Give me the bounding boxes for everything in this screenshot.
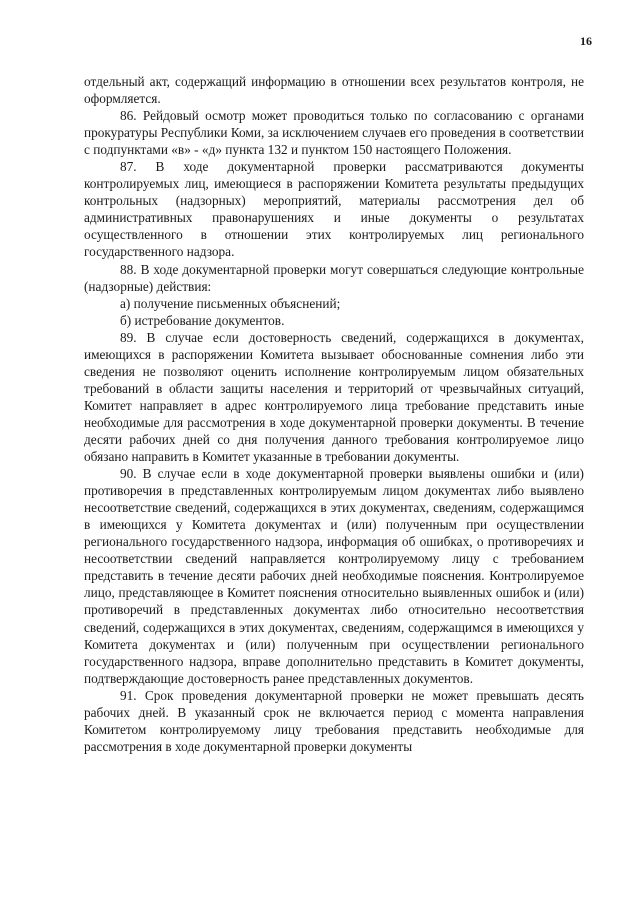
paragraph-item-89: 89. В случае если достоверность сведений, содержащихся в документах, имеющихся в распоряжении Комитета вызывает обоснованные сомнения либо эти сведения не позволяют оценить исполнение контролируемым лицом обязательных требований в области защиты населения и территорий от чрезвычайных ситуаций, Комитет направляет в адрес контролируемого лица требование представить иные необходимые для рассмотрения в ходе документарной проверки документы. В течение десяти рабочих дней со дня получения данного требования контролируемое лицо обязано направить в Комитет указанные в требовании документы.	[84, 329, 584, 465]
paragraph-item-91: 91. Срок проведения документарной проверки не может превышать десять рабочих дней. В указанный срок не включается период с момента направления Комитетом контролируемому лицу требования представить необходимые для рассмотрения в ходе документарной проверки документы	[84, 687, 584, 754]
document-body	[84, 73, 584, 755]
paragraph-item-88-a: а) получение письменных объяснений;	[120, 295, 341, 311]
paragraph-item-90: 90. В случае если в ходе документарной проверки выявлены ошибки и (или) противоречия в представленных контролируемым лицом документах либо выявлено несоответствие сведений, содержащихся в этих документах, сведениям, содержащимся в имеющихся у Комитета документах и (или) полученным при осуществлении регионального государственного надзора, информация об ошибках, о противоречиях и несоответствии сведений направляется контролируемому лицу с требованием представить в течение десяти рабочих дней необходимые пояснения. Контролируемое лицо, представляющее в Комитет пояснения относительно выявленных ошибок и (или) противоречий в представленных документах либо относительно несоответствия сведений, содержащихся в этих документах, сведениям, содержащимся в имеющихся у Комитета документах и (или) полученным при осуществлении регионального государственного надзора, вправе дополнительно представить в Комитет документы, подтверждающие достоверность ранее представленных документов.	[84, 466, 584, 686]
paragraph-item-86: 86. Рейдовый осмотр может проводиться только по согласованию с органами прокуратуры Республики Коми, за исключением случаев его проведения в соответствии с подпунктами «в» - «д» пункта 132 и пунктом 150 настоящего Положения.	[84, 108, 584, 158]
paragraph-item-88-b: б) истребование документов.	[120, 312, 285, 328]
page-number: 16	[580, 34, 592, 48]
paragraph-continuation: отдельный акт, содержащий информацию в отношении всех результатов контроля, не оформляется.	[84, 74, 584, 107]
paragraph-item-88: 88. В ходе документарной проверки могут совершаться следующие контрольные (надзорные) действия:	[84, 261, 584, 294]
paragraph-item-87: 87. В ходе документарной проверки рассматриваются документы контролируемых лиц, имеющиеся в распоряжении Комитета результаты предыдущих контрольных (надзорных) мероприятий, материалы рассмотрения дел об административных правонарушениях и иные документы о результатах осуществленного в отношении этих контролируемых лиц регионального государственного надзора.	[84, 159, 584, 260]
